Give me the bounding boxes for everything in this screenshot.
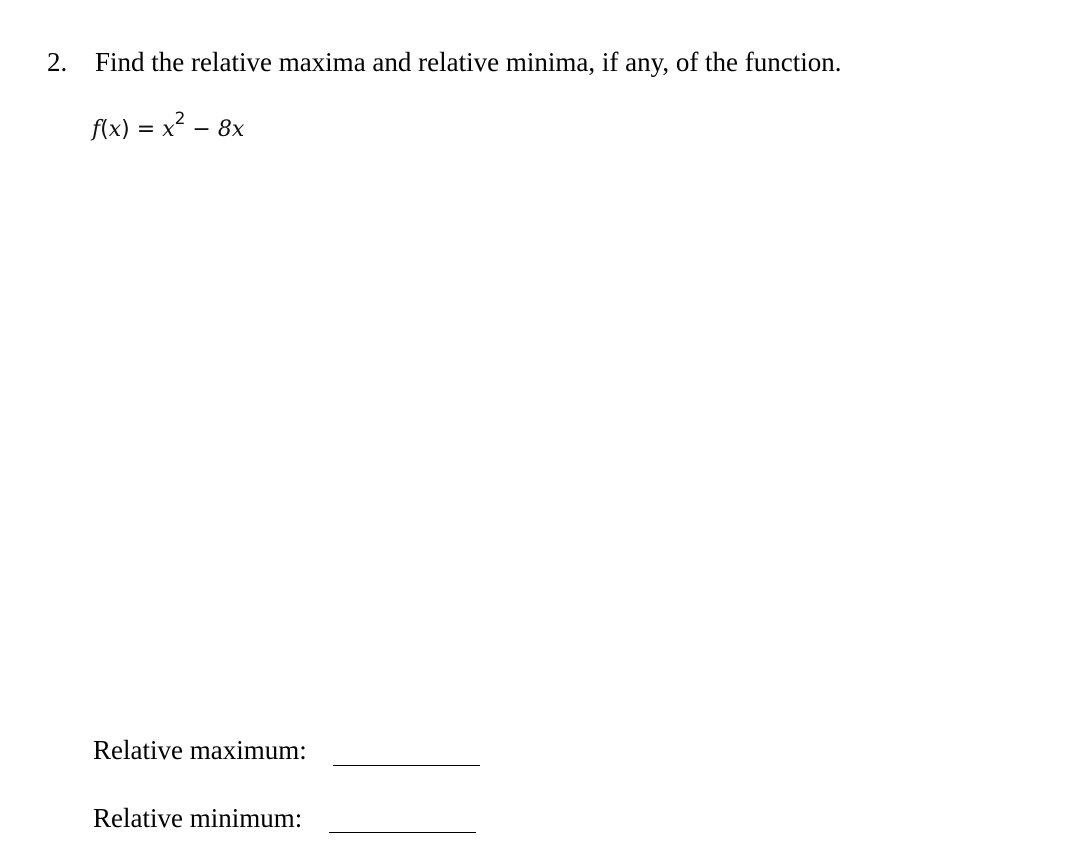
- question-text: Find the relative maxima and relative minima, if any, of the function.: [95, 47, 842, 77]
- function-expression: [92, 108, 245, 147]
- function-base: x: [162, 117, 175, 142]
- question-prompt: [47, 44, 842, 80]
- function-open-paren: (: [100, 117, 109, 142]
- relative-maximum-label: Relative maximum:: [93, 735, 307, 765]
- function-term: 8x: [217, 117, 245, 142]
- function-close-paren: ): [121, 117, 130, 142]
- function-name: f: [92, 117, 101, 142]
- function-exponent: 2: [174, 108, 186, 129]
- relative-minimum-answer-blank[interactable]: [329, 832, 476, 833]
- question-number: 2.: [47, 47, 68, 77]
- function-operator: −: [185, 117, 218, 142]
- relative-maximum-answer-blank[interactable]: [333, 765, 480, 766]
- equals-sign: =: [129, 117, 163, 142]
- function-variable: x: [108, 117, 122, 142]
- relative-minimum-label: Relative minimum:: [93, 803, 303, 833]
